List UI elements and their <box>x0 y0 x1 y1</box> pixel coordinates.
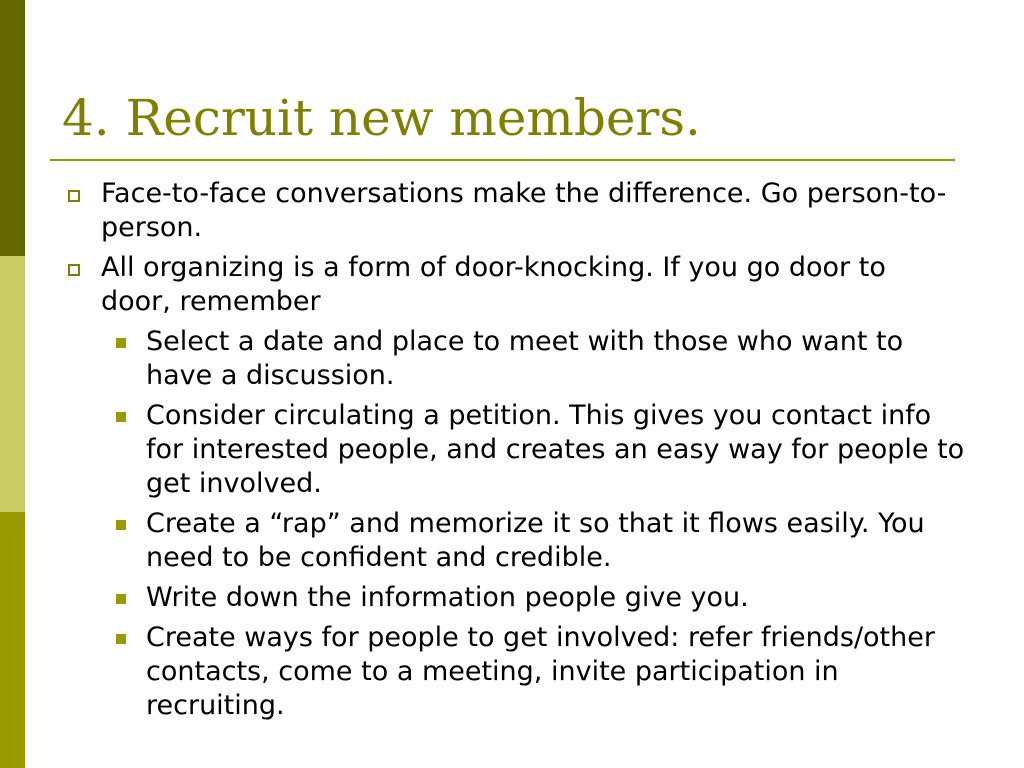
sub-bullet-text: Select a date and place to meet with those who want to have a discussion. <box>146 326 904 391</box>
filled-square-bullet-icon <box>116 412 126 422</box>
bullet-text: All organizing is a form of door-knocking. If you go door to door, remember <box>101 252 886 317</box>
bullet-item <box>0 251 961 319</box>
sub-bullet-item <box>0 621 966 723</box>
sub-bullet-item <box>0 399 966 501</box>
slide-title: 4. Recruit new members. <box>62 89 701 147</box>
hollow-square-bullet-icon <box>68 190 80 202</box>
sub-bullet-text: Write down the information people give you. <box>146 582 749 613</box>
filled-square-bullet-icon <box>116 594 126 604</box>
hollow-square-bullet-icon <box>68 264 80 276</box>
filled-square-bullet-icon <box>116 634 126 644</box>
filled-square-bullet-icon <box>116 520 126 530</box>
sub-bullet-item <box>0 581 966 615</box>
bullet-text: Face-to-face conversations make the difference. Go person-to-person. <box>101 178 947 243</box>
sub-bullet-item <box>0 507 966 575</box>
sub-bullet-item <box>0 325 966 393</box>
sub-bullet-text: Consider circulating a petition. This gives you contact info for interested people, and creates an easy way for people to get involved. <box>146 400 965 499</box>
slide-body <box>0 177 1024 729</box>
bullet-item <box>0 177 961 245</box>
title-divider <box>50 159 955 161</box>
filled-square-bullet-icon <box>116 338 126 348</box>
sub-bullet-text: Create a “rap” and memorize it so that it flows easily. You need to be confident and credible. <box>146 508 925 573</box>
sub-bullet-text: Create ways for people to get involved: refer friends/other contacts, come to a meeting, invite participation in recruiting. <box>146 622 935 721</box>
